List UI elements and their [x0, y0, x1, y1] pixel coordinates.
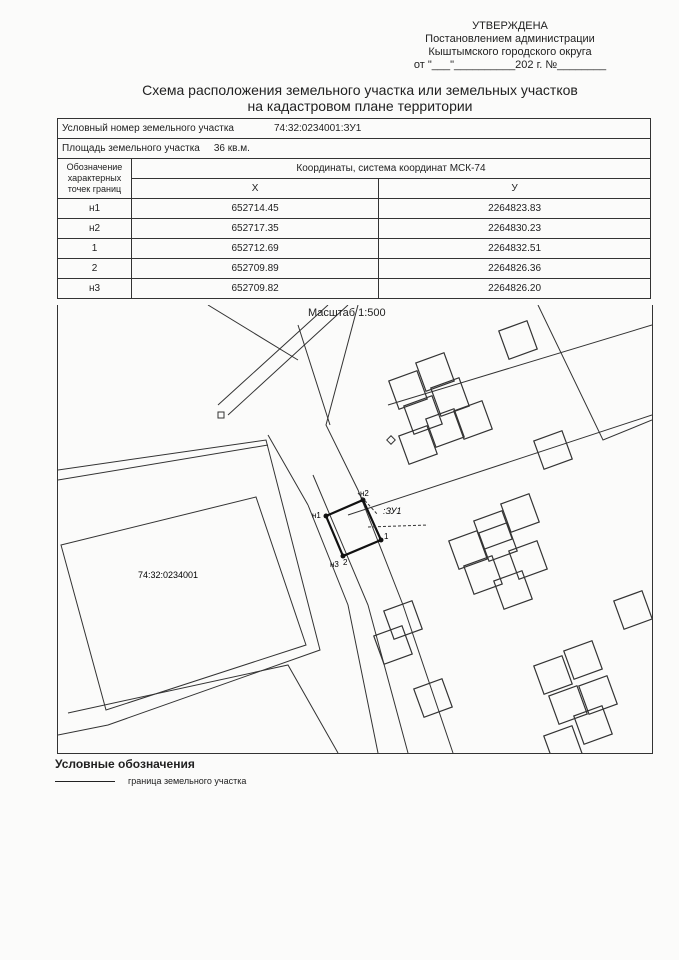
building: [579, 676, 617, 714]
building: [574, 706, 612, 744]
building: [614, 591, 652, 629]
cell-y: 2264826.36: [379, 259, 651, 279]
area-label: Площадь земельного участка: [62, 143, 200, 154]
approval-line: Постановлением администрации: [425, 33, 595, 45]
cell-x: 652709.89: [132, 259, 379, 279]
cell-point: н1: [58, 199, 132, 219]
parcel-zu1: [312, 489, 428, 569]
parcel-label: :ЗУ1: [383, 506, 402, 516]
cell-x: 652714.45: [132, 199, 379, 219]
y-header: У: [379, 179, 651, 199]
cell-point: 1: [58, 239, 132, 259]
document-title: [60, 82, 660, 114]
area-value: 36 кв.м.: [213, 143, 250, 154]
marker: [387, 436, 395, 444]
building: [534, 656, 572, 694]
coordinate-row: [58, 199, 651, 219]
boundary-line: [348, 415, 652, 515]
point-marker: [324, 514, 329, 519]
building: [416, 353, 454, 391]
building: [454, 401, 492, 439]
building: [501, 494, 539, 532]
marker: [218, 412, 224, 418]
cell-y: 2264830.23: [379, 219, 651, 239]
boundary-line: [538, 305, 652, 440]
map-drawing: [58, 305, 652, 753]
building: [499, 321, 537, 359]
boundary-line: [58, 445, 268, 480]
point-label: н1: [312, 511, 321, 520]
building: [549, 686, 587, 724]
cell-y: 2264823.83: [379, 199, 651, 219]
cell-y: 2264832.51: [379, 239, 651, 259]
approval-stamp: [380, 20, 640, 72]
approval-line: Кыштымского городского округа: [428, 46, 592, 58]
number-label: Условный номер земельного участка: [62, 123, 234, 134]
block-inner-parcel: [61, 497, 306, 710]
building: [474, 511, 512, 549]
coordinate-row: [58, 239, 651, 259]
cell-y: 2264826.20: [379, 279, 651, 299]
building: [479, 523, 517, 561]
building: [449, 531, 487, 569]
boundary-line: [208, 305, 330, 425]
boundary-line: [388, 325, 652, 405]
coordinate-row: [58, 219, 651, 239]
point-label: н3: [330, 560, 339, 569]
title-line: Схема расположения земельного участка или земельных участков: [142, 82, 578, 98]
approval-line: от "___"__________202 г. №________: [413, 59, 607, 71]
cadastral-map: [57, 305, 653, 754]
building: [544, 726, 582, 753]
point-label: н2: [360, 489, 369, 498]
cell-point: н2: [58, 219, 132, 239]
coordinates-table: [57, 118, 651, 299]
building: [399, 426, 437, 464]
title-line: на кадастровом плане территории: [247, 98, 473, 114]
points-header: Обозначение характерных точек границ: [58, 159, 132, 199]
number-value: 74:32:0234001:ЗУ1: [273, 123, 362, 134]
point-marker: [379, 538, 384, 543]
number-row: [58, 119, 651, 139]
point-label: 2: [343, 558, 348, 567]
building: [374, 626, 412, 664]
legend-line-symbol: [55, 781, 115, 782]
block-label: 74:32:0234001: [138, 570, 199, 580]
coords-header: Координаты, система координат МСК-74: [132, 159, 651, 179]
cell-x: 652712.69: [132, 239, 379, 259]
coordinate-row: [58, 259, 651, 279]
block-boundary: [58, 440, 320, 735]
building: [564, 641, 602, 679]
coordinate-row: [58, 279, 651, 299]
map-scale: Масштаб 1:500: [308, 307, 386, 319]
building: [414, 679, 452, 717]
cell-x: 652717.35: [132, 219, 379, 239]
building: [534, 431, 572, 469]
road-line: [218, 305, 348, 415]
cell-point: 2: [58, 259, 132, 279]
road-line: [308, 505, 378, 753]
legend-title: Условные обозначения: [55, 757, 195, 771]
point-label: 1: [384, 532, 389, 541]
legend-item: граница земельного участка: [128, 776, 247, 786]
x-header: X: [132, 179, 379, 199]
area-row: [58, 139, 651, 159]
approval-line: УТВЕРЖДЕНА: [472, 20, 548, 32]
cell-x: 652709.82: [132, 279, 379, 299]
cell-point: н3: [58, 279, 132, 299]
